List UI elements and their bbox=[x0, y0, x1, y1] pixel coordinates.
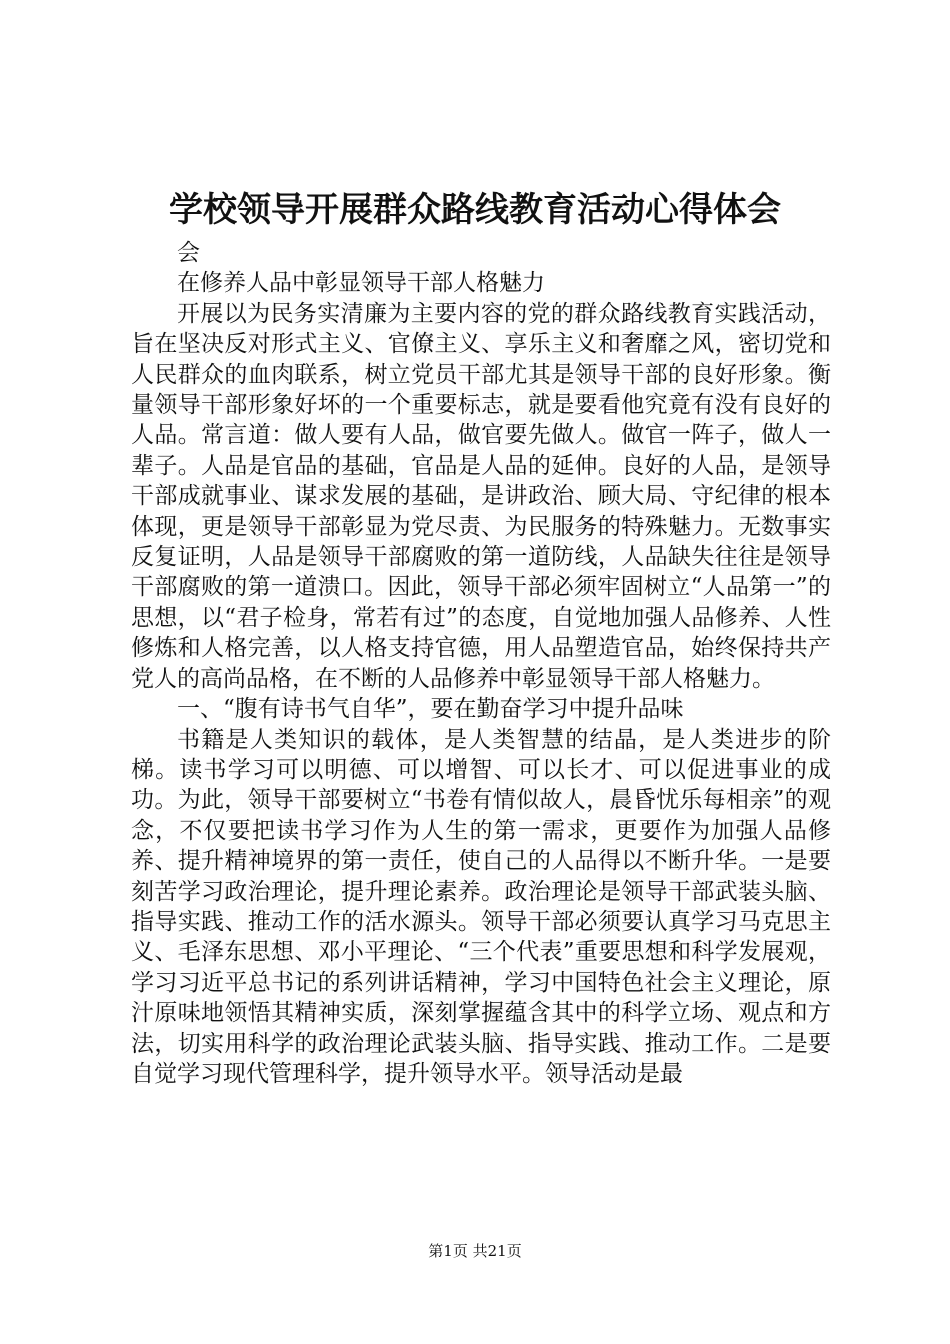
section-heading: 一、“腹有诗书气自华”，要在勤奋学习中提升品味 bbox=[177, 696, 684, 723]
document-body bbox=[131, 238, 831, 1089]
paragraph: 会 bbox=[177, 240, 200, 266]
document-title: 学校领导开展群众路线教育活动心得体会 bbox=[169, 190, 781, 230]
page-footer: 第1页 共21页 bbox=[428, 1242, 522, 1260]
paragraph: 书籍是人类知识的载体，是人类智慧的结晶，是人类进步的阶梯。读书学习可以明德、可以增智、可以长才、可以促进事业的成功。为此，领导干部要树立“书卷有情似故人，晨昏忧乐每相亲”的观念，不仅要把读书学习作为人生的第一需求，更要作为加强人品修养、提升精神境界的第一责任，使自己的人品得以不断升华。一是要刻苦学习政治理论，提升理论素养。政治理论是领导干部武装头脑、指导实践、推动工作的活水源头。领导干部必须要认真学习马克思主义、毛泽东思想、邓小平理论、“三个代表”重要思想和科学发展观，学习习近平总书记的系列讲话精神，学习中国特色社会主义理论，原汁原味地领悟其精神实质，深刻掌握蕴含其中的科学立场、观点和方法，切实用科学的政治理论武装头脑、指导实践、推动工作。二是要自觉学习现代管理科学，提升领导水平。领导活动是最 bbox=[131, 726, 831, 1087]
paragraph: 开展以为民务实清廉为主要内容的党的群众路线教育实践活动，旨在坚决反对形式主义、官僚主义、享乐主义和奢靡之风，密切党和人民群众的血肉联系，树立党员干部尤其是领导干部的良好形象。衡量领导干部形象好坏的一个重要标志，就是要看他究竟有没有良好的人品。常言道：做人要有人品，做官要先做人。做官一阵子，做人一辈子。人品是官品的基础，官品是人品的延伸。良好的人品，是领导干部成就事业、谋求发展的基础，是讲政治、顾大局、守纪律的根本体现，更是领导干部彰显为党尽责、为民服务的特殊魅力。无数事实反复证明，人品是领导干部腐败的第一道防线，人品缺失往往是领导干部腐败的第一道溃口。因此，领导干部必须牢固树立“人品第一”的思想，以“君子检身，常若有过”的态度，自觉地加强人品修养、人性修炼和人格完善，以人格支持官德，用人品塑造官品，始终保持共产党人的高尚品格，在不断的人品修养中彰显领导干部人格魅力。 bbox=[131, 300, 831, 692]
section-heading: 在修养人品中彰显领导干部人格魅力 bbox=[177, 270, 545, 297]
